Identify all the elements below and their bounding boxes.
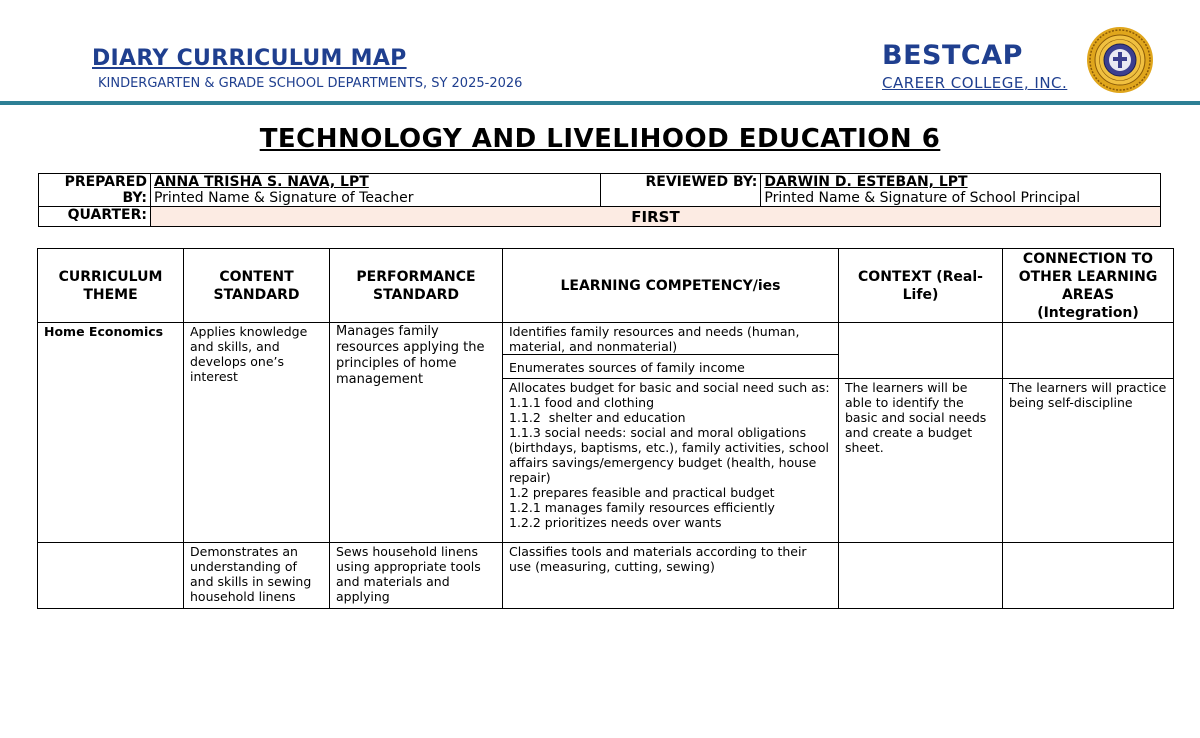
competency-cell: Classifies tools and materials according to their use (measuring, cutting, sewing) xyxy=(503,543,839,609)
col-header-content: CONTENT STANDARD xyxy=(184,249,330,323)
col-header-connection xyxy=(1003,249,1174,323)
header-divider xyxy=(0,101,1200,105)
theme-cell: Home Economics xyxy=(38,323,184,543)
prepared-label: PREPARED BY: xyxy=(39,174,151,207)
col-header-connection-title: CONNECTION TO OTHER LEARNING AREAS xyxy=(1018,250,1158,303)
connection-cell-empty xyxy=(1003,323,1174,379)
table-row xyxy=(38,543,1174,609)
content-standard-cell: Applies knowledge and skills, and develops one’s interest xyxy=(184,323,330,543)
school-brand-subtitle: CAREER COLLEGE, INC. xyxy=(882,74,1068,92)
competency-line: 1.2 prepares feasible and practical budget xyxy=(509,485,775,500)
reviewed-cell xyxy=(761,174,1161,207)
connection-cell: The learners will practice being self-discipline xyxy=(1003,379,1174,543)
col-header-competency: LEARNING COMPETENCY/ies xyxy=(503,249,839,323)
info-row-quarter xyxy=(39,207,1161,227)
col-header-context: CONTEXT (Real-Life) xyxy=(839,249,1003,323)
col-header-performance: PERFORMANCE STANDARD xyxy=(330,249,503,323)
competency-cell: Enumerates sources of family income xyxy=(503,355,839,379)
table-row xyxy=(38,323,1174,355)
school-seal-logo xyxy=(1086,26,1154,94)
context-cell-empty xyxy=(839,543,1003,609)
context-cell: The learners will be able to identify the basic and social needs and create a budget sheet. xyxy=(839,379,1003,543)
prepared-cell xyxy=(150,174,601,207)
performance-standard-cell: Manages family resources applying the principles of home management xyxy=(330,323,503,543)
document-title: DIARY CURRICULUM MAP xyxy=(92,46,407,71)
connection-cell-empty xyxy=(1003,543,1174,609)
col-header-theme: CURRICULUM THEME xyxy=(38,249,184,323)
theme-cell-empty xyxy=(38,543,184,609)
competency-line: 1.1.2 shelter and education xyxy=(509,410,686,425)
reviewed-caption: Printed Name & Signature of School Principal xyxy=(764,190,1081,206)
info-table xyxy=(38,173,1161,227)
table-header-row xyxy=(38,249,1174,323)
info-row-signatories xyxy=(39,174,1161,207)
competency-line: 1.2.2 prioritizes needs over wants xyxy=(509,515,722,530)
content-standard-cell: Demonstrates an understanding of and skills in sewing household linens xyxy=(184,543,330,609)
reviewed-label: REVIEWED BY: xyxy=(601,174,761,207)
competency-cell-budget xyxy=(503,379,839,543)
subject-title: TECHNOLOGY AND LIVELIHOOD EDUCATION 6 xyxy=(259,124,941,154)
quarter-value: FIRST xyxy=(150,207,1160,227)
school-brand: BESTCAP xyxy=(882,40,1023,71)
competency-line: 1.1.3 social needs: social and moral obligations (birthdays, baptisms, etc.), family activities, school affairs savings/emergency budget (health, house repair) xyxy=(509,425,829,485)
performance-standard-cell: Sews household linens using appropriate tools and materials and applying xyxy=(330,543,503,609)
reviewed-name: DARWIN D. ESTEBAN, LPT xyxy=(764,174,968,190)
prepared-caption: Printed Name & Signature of Teacher xyxy=(153,190,414,206)
competency-cell: Identifies family resources and needs (human, material, and nonmaterial) xyxy=(503,323,839,355)
competency-line: 1.2.1 manages family resources efficiently xyxy=(509,500,775,515)
col-header-connection-sub: (Integration) xyxy=(1037,304,1139,321)
curriculum-table xyxy=(37,248,1174,609)
competency-line: 1.1.1 food and clothing xyxy=(509,395,655,410)
quarter-label: QUARTER: xyxy=(39,207,151,227)
prepared-name: ANNA TRISHA S. NAVA, LPT xyxy=(153,174,369,190)
context-cell-empty xyxy=(839,323,1003,379)
competency-line: Allocates budget for basic and social need such as: xyxy=(509,380,830,395)
document-subtitle: KINDERGARTEN & GRADE SCHOOL DEPARTMENTS, SY 2025-2026 xyxy=(98,76,523,91)
